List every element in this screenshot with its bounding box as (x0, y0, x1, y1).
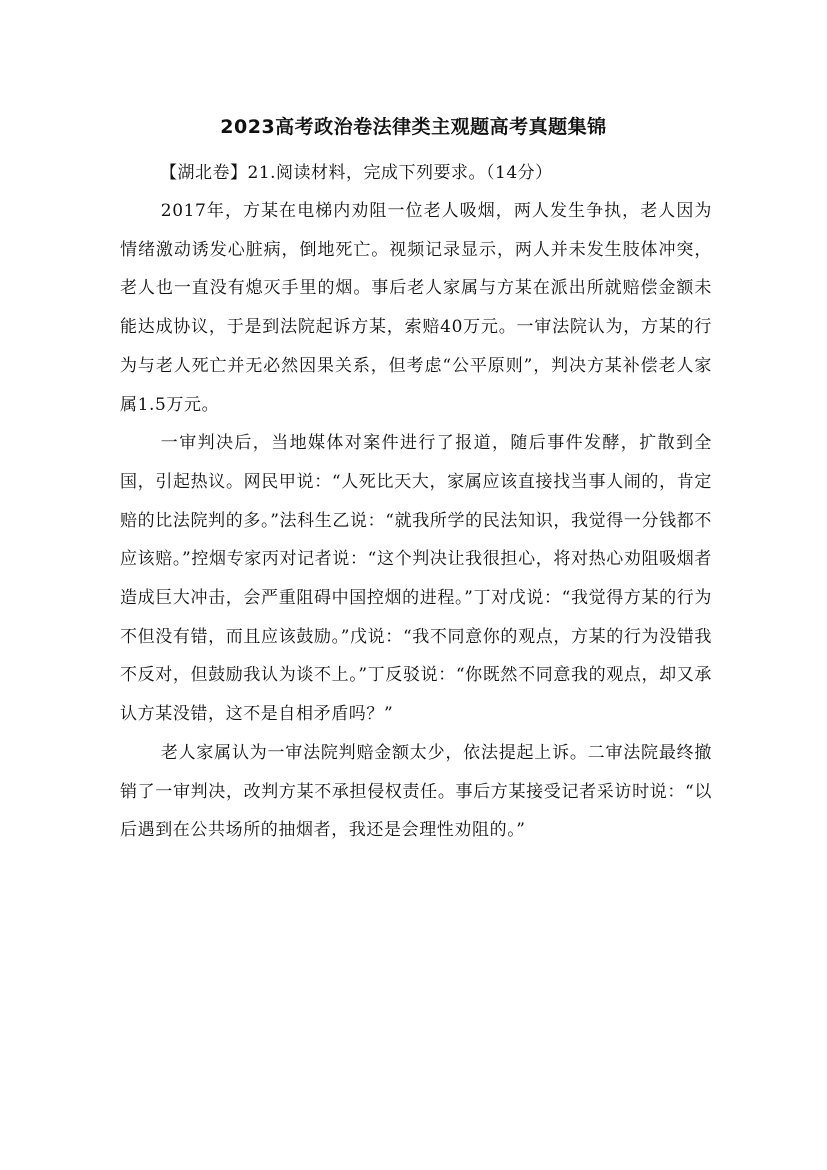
document-title: 2023高考政治卷法律类主观题高考真题集锦 (220, 116, 607, 138)
material-paragraph-3: 老人家属认为一审法院判赔金额太少，依法提起上诉。二审法院最终撤销了一审判决，改判方某不承担侵权责任。事后方某接受记者采访时说：“以后遇到在公共场所的抽烟者，我还是会理性劝阻的。” (120, 742, 712, 841)
question-header: 【湖北卷】21.阅读材料，完成下列要求。（14分） (160, 163, 553, 183)
material-paragraph-1: 2017年，方某在电梯内劝阻一位老人吸烟，两人发生争执，老人因为情绪激动诱发心脏病，倒地死亡。视频记录显示，两人并未发生肢体冲突，老人也一直没有熄灭手里的烟。事后老人家属与方某在派出所就赔偿金额未能达成协议，于是到法院起诉方某，索赔40万元。一审法院认为，方某的行为与老人死亡并无必然因果关系，但考虑“公平原则”，判决方某补偿老人家属1.5万元。 (120, 201, 712, 415)
material-paragraph-2: 一审判决后，当地媒体对案件进行了报道，随后事件发酵，扩散到全国，引起热议。网民甲说：“人死比天大，家属应该直接找当事人闹的，肯定赔的比法院判的多。”法科生乙说：“就我所学的民法知识，我觉得一分钱都不应该赔。”控烟专家丙对记者说：“这个判决让我很担心，将对热心劝阻吸烟者造成巨大冲击，会严重阻碍中国控烟的进程。”丁对戊说：“我觉得方某的行为不但没有错，而且应该鼓励。”戊说：“我不同意你的观点，方某的行为没错我不反对，但鼓励我认为谈不上。”丁反驳说：“你既然不同意我的观点，却又承认方某没错，这不是自相矛盾吗？” (120, 433, 712, 725)
material-body (120, 192, 712, 850)
